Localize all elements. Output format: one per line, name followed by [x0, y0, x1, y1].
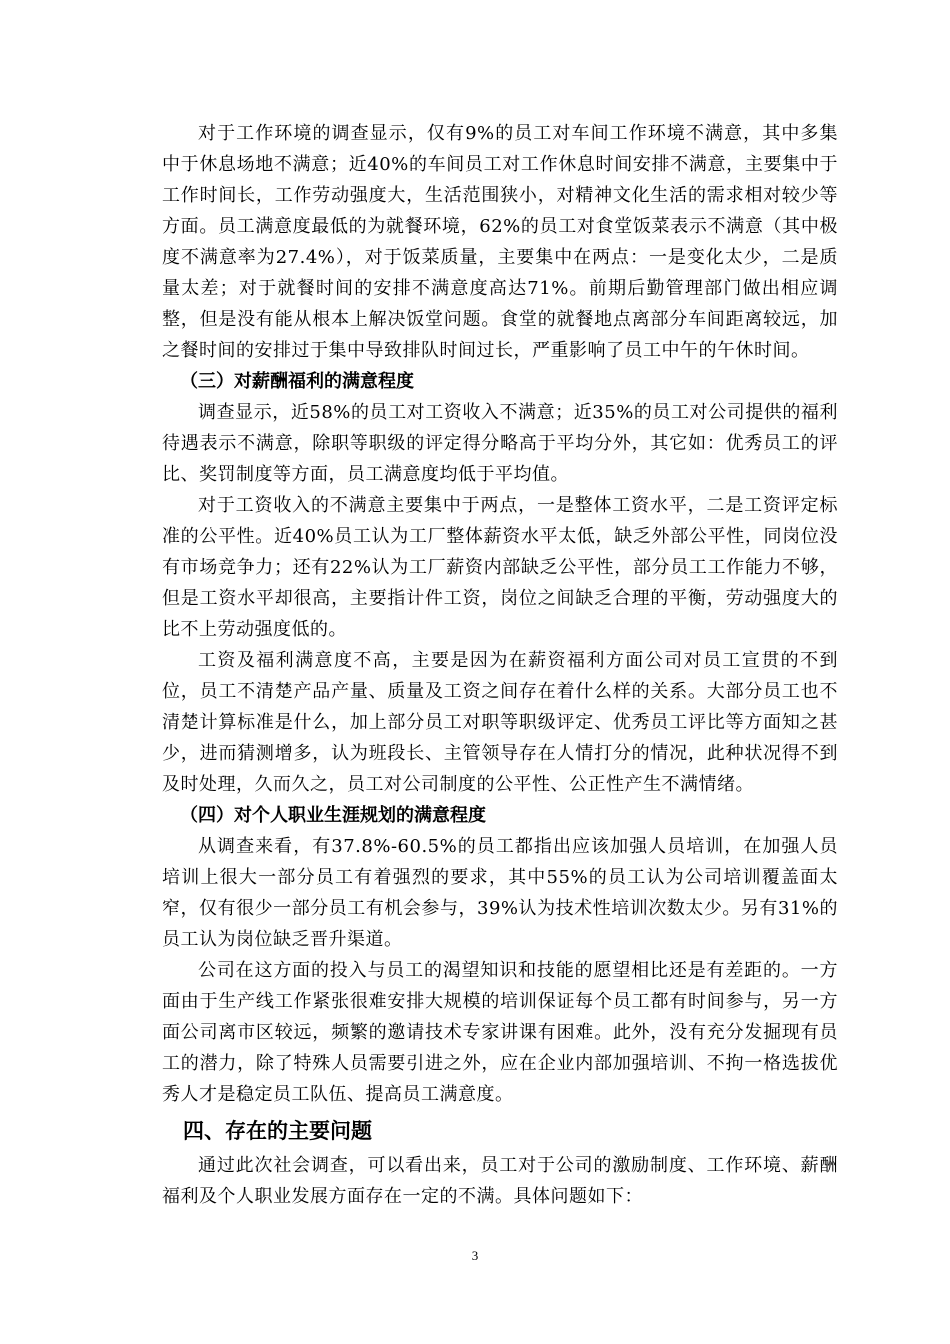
section-heading-career-planning: （四）对个人职业生涯规划的满意程度 — [180, 805, 486, 826]
page-number: 3 — [471, 1248, 479, 1263]
paragraph-problems-intro: 通过此次社会调查，可以看出来，员工对于公司的激励制度、工作环境、薪酬福利及个人职业发展方面存在一定的不满。具体问题如下： — [162, 1155, 838, 1207]
paragraph-salary-survey: 调查显示，近58%的员工对工资收入不满意；近35%的员工对公司提供的福利待遇表示不满意，除职等职级的评定得分略高于平均分外，其它如：优秀员工的评比、奖罚制度等方面，员工满意度均低于平均值。 — [162, 402, 838, 485]
paragraph-welfare-communication: 工资及福利满意度不高，主要是因为在薪资福利方面公司对员工宣贯的不到位，员工不清楚产品产量、质量及工资之间存在着什么样的关系。大部分员工也不清楚计算标准是什么，加上部分员工对职等职级评定、优秀员工评比等方面知之甚少，进而猜测增多，认为班段长、主管领导存在人情打分的情况，此种状况得不到及时处理，久而久之，员工对公司制度的公平性、公正性产生不满情绪。 — [162, 650, 838, 795]
paragraph-work-environment: 对于工作环境的调查显示，仅有9%的员工对车间工作环境不满意，其中多集中于休息场地不满意；近40%的车间员工对工作休息时间安排不满意，主要集中于工作时间长，工作劳动强度大，生活范围狭小，对精神文化生活的需求相对较少等方面。员工满意度最低的为就餐环境，62%的员工对食堂饭菜表示不满意（其中极度不满意率为27.4%），对于饭菜质量，主要集中在两点：一是变化太少，二是质量太差；对于就餐时间的安排不满意度高达71%。前期后勤管理部门做出相应调整，但是没有能从根本上解决饭堂问题。食堂的就餐地点离部分车间距离较远，加之餐时间的安排过于集中导致排队时间过长，严重影响了员工中午的午休时间。 — [162, 123, 838, 361]
paragraph-training-survey: 从调查来看，有37.8%-60.5%的员工都指出应该加强人员培训，在加强人员培训上很大一部分员工有着强烈的要求，其中55%的员工认为公司培训覆盖面太窄，仅有很少一部分员工有机会参与，39%认为技术性培训次数太少。另有31%的员工认为岗位缺乏晋升渠道。 — [162, 836, 838, 950]
paragraph-salary-dissatisfaction: 对于工资收入的不满意主要集中于两点，一是整体工资水平，二是工资评定标准的公平性。近40%员工认为工厂整体薪资水平太低，缺乏外部公平性，同岗位没有市场竞争力；还有22%认为工厂薪资内部缺乏公平性，部分员工工作能力不够，但是工资水平却很高，主要指计件工资，岗位之间缺乏合理的平衡，劳动强度大的比不上劳动强度低的。 — [162, 495, 838, 640]
paragraph-training-investment: 公司在这方面的投入与员工的渴望知识和技能的愿望相比还是有差距的。一方面由于生产线工作紧张很难安排大规模的培训保证每个员工都有时间参与，另一方面公司离市区较远，频繁的邀请技术专家讲课有困难。此外，没有充分发掘现有员工的潜力，除了特殊人员需要引进之外，应在企业内部加强培训、不拘一格选拔优秀人才是稳定员工队伍、提高员工满意度。 — [162, 960, 838, 1105]
chapter-heading-main-problems: 四、存在的主要问题 — [183, 1119, 372, 1143]
page-body — [162, 118, 838, 1212]
section-heading-salary-welfare: （三）对薪酬福利的满意程度 — [180, 371, 414, 392]
